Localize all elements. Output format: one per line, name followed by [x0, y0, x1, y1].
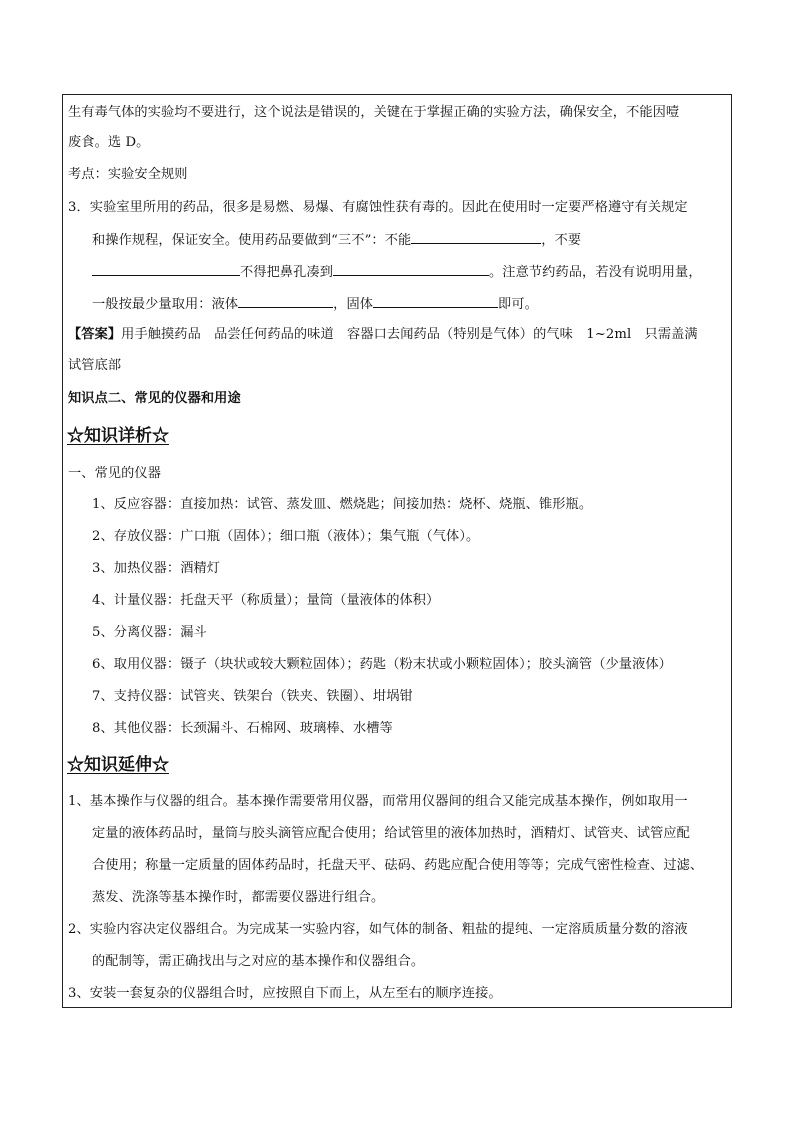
star-icon: ☆: [152, 755, 169, 775]
instrument-item: 6、取用仪器：镊子（块状或较大颗粒固体）；药匙（粉末状或小颗粒固体）；胶头滴管（少量液体）: [92, 657, 672, 672]
q3-text-2b: ，不要: [541, 233, 582, 248]
q2-line-1: 生有毒气体的实验均不要进行，这个说法是错误的，关键在于掌握正确的实验方法，确保安全，不能因噎: [68, 105, 680, 120]
instrument-item: 1、反应容器：直接加热：试管、蒸发皿、燃烧匙；间接加热：烧杯、烧瓶、锥形瓶。: [92, 497, 593, 512]
q3-line-2: [92, 229, 581, 251]
kaodian-line: 考点：实验安全规则: [68, 167, 188, 182]
section1-heading: [67, 424, 169, 448]
q3-line-3: [92, 261, 702, 283]
instrument-item: 8、其他仪器：长颈漏斗、石棉网、玻璃棒、水槽等: [92, 721, 393, 736]
section2-title: 知识延伸: [84, 755, 152, 775]
instrument-item: 7、支持仪器：试管夹、铁架台（铁夹、铁圈）、坩埚钳: [92, 689, 413, 704]
section2-heading: [67, 753, 169, 777]
fill-blank-5[interactable]: [373, 293, 498, 308]
q3-text-3a: 不得把鼻孔凑到: [240, 265, 334, 280]
instrument-item: 4、计量仪器：托盘天平（称质量）；量筒（量液体的体积）: [92, 593, 440, 608]
fill-blank-3[interactable]: [333, 261, 489, 276]
answer-text-1: 用手触摸药品 品尝任何药品的味道 容器口去闻药品（特别是气体）的气味 1~2ml 只需盖满: [121, 327, 698, 342]
answer-tag: 【答案】: [68, 327, 122, 342]
q3-text-4c: 即可。: [498, 297, 538, 312]
star-icon: ☆: [67, 755, 84, 775]
star-icon: ☆: [67, 426, 84, 446]
instrument-item: 3、加热仪器：酒精灯: [92, 561, 221, 576]
section1-subtitle: 一、常见的仪器: [68, 466, 162, 481]
answer-line-1: [68, 325, 698, 345]
fill-blank-1[interactable]: [411, 229, 541, 244]
ext-p1-line: 合使用；称量一定质量的固体药品时，托盘天平、砝码、药匙应配合使用等等；完成气密性检查、过滤、: [92, 858, 704, 873]
ext-p1-line: 定量的液体药品时，量筒与胶头滴管应配合使用；给试管里的液体加热时，酒精灯、试管夹、试管应配: [92, 826, 690, 841]
fill-blank-2[interactable]: [92, 261, 240, 276]
ext-p1-line: 蒸发、洗涤等基本操作时，都需要仪器进行组合。: [92, 890, 385, 905]
q3-line-1: 3．实验室里所用的药品，很多是易燃、易爆、有腐蚀性获有毒的。因此在使用时一定要严格遵守有关规定: [68, 200, 688, 215]
ext-p3-line: 3、安装一套复杂的仪器组合时，应按照自下而上，从左至右的顺序连接。: [68, 986, 502, 1001]
instrument-item: 5、分离仪器：漏斗: [92, 625, 207, 640]
fill-blank-4[interactable]: [238, 293, 333, 308]
q3-text-4a: 一般按最少量取用：液体: [92, 297, 239, 312]
q2-line-2: 废食。选 D。: [68, 135, 150, 150]
q3-text-3b: 。注意节约药品，若没有说明用量，: [489, 265, 702, 280]
q3-text-2a: 和操作规程，保证安全。使用药品要做到“三不”：不能: [92, 233, 412, 248]
section1-title: 知识详析: [84, 426, 152, 446]
instrument-item: 2、存放仪器：广口瓶（固体）；细口瓶（液体）；集气瓶（气体）。: [92, 529, 480, 544]
q3-text-4b: ，固体: [333, 297, 374, 312]
star-icon: ☆: [152, 426, 169, 446]
ext-p2-line: 的配制等，需正确找出与之对应的基本操作和仪器组合。: [92, 954, 425, 969]
q3-line-4: [92, 293, 538, 315]
ext-p2-line: 2、实验内容决定仪器组合。为完成某一实验内容，如气体的制备、粗盐的提纯、一定溶质质量分数的溶液: [68, 922, 688, 937]
answer-line-2: 试管底部: [68, 358, 122, 373]
ext-p1-line: 1、基本操作与仪器的组合。基本操作需要常用仪器，而常用仪器间的组合又能完成基本操作，例如取用一: [68, 794, 688, 809]
kp2-title: 知识点二、常见的仪器和用途: [68, 391, 241, 406]
